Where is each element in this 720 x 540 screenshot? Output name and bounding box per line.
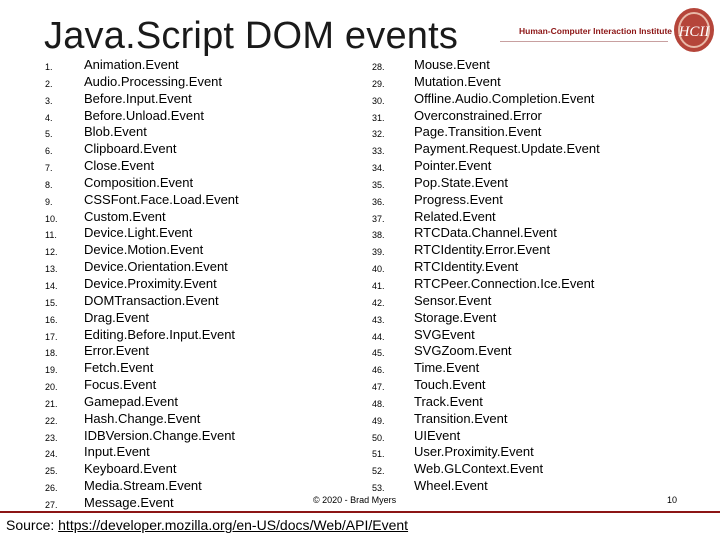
event-name: UIEvent xyxy=(414,427,461,443)
event-name: SVGEvent xyxy=(414,326,475,342)
event-name: Before.Input.Event xyxy=(84,90,192,106)
item-number: 22. xyxy=(45,415,58,426)
event-name: Device.Light.Event xyxy=(84,225,193,241)
event-name: Gamepad.Event xyxy=(84,393,178,409)
item-number: 20. xyxy=(45,382,58,393)
event-name: Pop.State.Event xyxy=(414,174,508,190)
item-number: 9. xyxy=(45,196,53,207)
item-number: 40. xyxy=(372,264,385,275)
event-name: Transition.Event xyxy=(414,410,508,426)
event-name: Time.Event xyxy=(414,360,480,376)
event-name: DOMTransaction.Event xyxy=(84,292,219,308)
item-number: 43. xyxy=(372,314,385,325)
item-number: 52. xyxy=(372,466,385,477)
event-name: Keyboard.Event xyxy=(84,461,177,477)
item-number: 36. xyxy=(372,196,385,207)
event-name: Mouse.Event xyxy=(414,57,490,72)
svg-text:HCII: HCII xyxy=(678,24,710,40)
event-name: Animation.Event xyxy=(84,57,179,72)
item-number: 30. xyxy=(372,95,385,106)
event-name: Editing.Before.Input.Event xyxy=(84,326,236,342)
item-number: 10. xyxy=(45,213,58,224)
event-name: Before.Unload.Event xyxy=(84,107,204,123)
item-number: 14. xyxy=(45,280,58,291)
item-number: 45. xyxy=(372,348,385,359)
source-line xyxy=(6,517,408,533)
item-number: 50. xyxy=(372,432,385,443)
slide-title: Java.Script DOM events xyxy=(44,15,459,57)
event-name: Touch.Event xyxy=(414,377,486,393)
event-name: RTCPeer.Connection.Ice.Event xyxy=(414,275,595,291)
copyright-text: © 2020 - Brad Myers xyxy=(313,495,397,505)
item-number: 35. xyxy=(372,179,385,190)
item-number: 46. xyxy=(372,365,385,376)
event-name: Message.Event xyxy=(84,494,174,510)
org-name: Human-Computer Interaction Institute xyxy=(519,26,673,36)
event-name: Payment.Request.Update.Event xyxy=(414,141,600,157)
source-link[interactable]: https://developer.mozilla.org/en-US/docs/Web/API/Event xyxy=(58,517,409,533)
item-number: 25. xyxy=(45,466,58,477)
event-name: Storage.Event xyxy=(414,309,497,325)
event-name: Media.Stream.Event xyxy=(84,478,202,494)
item-number: 26. xyxy=(45,483,58,494)
item-number: 23. xyxy=(45,432,58,443)
item-number: 12. xyxy=(45,247,58,258)
item-number: 27. xyxy=(45,499,58,510)
item-number: 3. xyxy=(45,95,53,106)
event-name: Close.Event xyxy=(84,158,155,174)
item-number: 7. xyxy=(45,163,53,174)
title-underline xyxy=(500,41,668,42)
item-number: 4. xyxy=(45,112,53,123)
item-number: 1. xyxy=(45,62,53,72)
event-name: Pointer.Event xyxy=(414,158,492,174)
item-number: 16. xyxy=(45,314,58,325)
event-name: Input.Event xyxy=(84,444,150,460)
event-name: Composition.Event xyxy=(84,174,194,190)
item-number: 39. xyxy=(372,247,385,258)
event-name: Audio.Processing.Event xyxy=(84,73,223,89)
event-name: Error.Event xyxy=(84,343,150,359)
event-name: RTCIdentity.Error.Event xyxy=(414,242,551,258)
event-name: Progress.Event xyxy=(414,191,503,207)
event-name: Clipboard.Event xyxy=(84,141,177,157)
hcii-logo xyxy=(672,6,716,54)
item-number: 47. xyxy=(372,382,385,393)
event-name: Overconstrained.Error xyxy=(414,107,542,123)
footer-divider xyxy=(0,511,720,513)
event-name: Track.Event xyxy=(414,393,483,409)
item-number: 41. xyxy=(372,280,385,291)
source-label: Source: xyxy=(6,517,55,533)
item-number: 53. xyxy=(372,483,385,494)
item-number: 18. xyxy=(45,348,58,359)
item-number: 48. xyxy=(372,398,385,409)
event-name: Blob.Event xyxy=(84,124,147,140)
event-name: Drag.Event xyxy=(84,309,150,325)
event-name: Device.Motion.Event xyxy=(84,242,204,258)
item-number: 19. xyxy=(45,365,58,376)
item-number: 5. xyxy=(45,129,53,140)
item-number: 2. xyxy=(45,78,53,89)
item-number: 21. xyxy=(45,398,58,409)
event-name: RTCIdentity.Event xyxy=(414,259,519,275)
event-name: Web.GLContext.Event xyxy=(414,461,544,477)
event-name: Mutation.Event xyxy=(414,73,501,89)
event-name: Device.Proximity.Event xyxy=(84,275,217,291)
event-name: Focus.Event xyxy=(84,377,157,393)
item-number: 29. xyxy=(372,78,385,89)
item-number: 33. xyxy=(372,146,385,157)
event-name: Offline.Audio.Completion.Event xyxy=(414,90,595,106)
event-name: Wheel.Event xyxy=(414,478,488,494)
event-name: Device.Orientation.Event xyxy=(84,259,228,275)
event-name: RTCData.Channel.Event xyxy=(414,225,557,241)
event-name: SVGZoom.Event xyxy=(414,343,512,359)
item-number: 32. xyxy=(372,129,385,140)
event-name: CSSFont.Face.Load.Event xyxy=(84,191,239,207)
event-name: Sensor.Event xyxy=(414,292,492,308)
event-name: User.Proximity.Event xyxy=(414,444,534,460)
item-number: 24. xyxy=(45,449,58,460)
item-number: 6. xyxy=(45,146,53,157)
page-number: 10 xyxy=(667,495,678,505)
event-name: IDBVersion.Change.Event xyxy=(84,427,236,443)
item-number: 13. xyxy=(45,264,58,275)
item-number: 38. xyxy=(372,230,385,241)
item-number: 49. xyxy=(372,415,385,426)
event-name: Page.Transition.Event xyxy=(414,124,542,140)
item-number: 34. xyxy=(372,163,385,174)
item-number: 11. xyxy=(45,230,57,241)
item-number: 28. xyxy=(372,62,385,72)
item-number: 44. xyxy=(372,331,385,342)
item-number: 37. xyxy=(372,213,385,224)
event-name: Custom.Event xyxy=(84,208,166,224)
event-name: Fetch.Event xyxy=(84,360,154,376)
item-number: 17. xyxy=(45,331,58,342)
event-name: Related.Event xyxy=(414,208,496,224)
item-number: 31. xyxy=(372,112,385,123)
item-number: 15. xyxy=(45,297,58,308)
item-number: 8. xyxy=(45,179,53,190)
item-number: 42. xyxy=(372,297,385,308)
event-name: Hash.Change.Event xyxy=(84,410,201,426)
item-number: 51. xyxy=(372,449,385,460)
